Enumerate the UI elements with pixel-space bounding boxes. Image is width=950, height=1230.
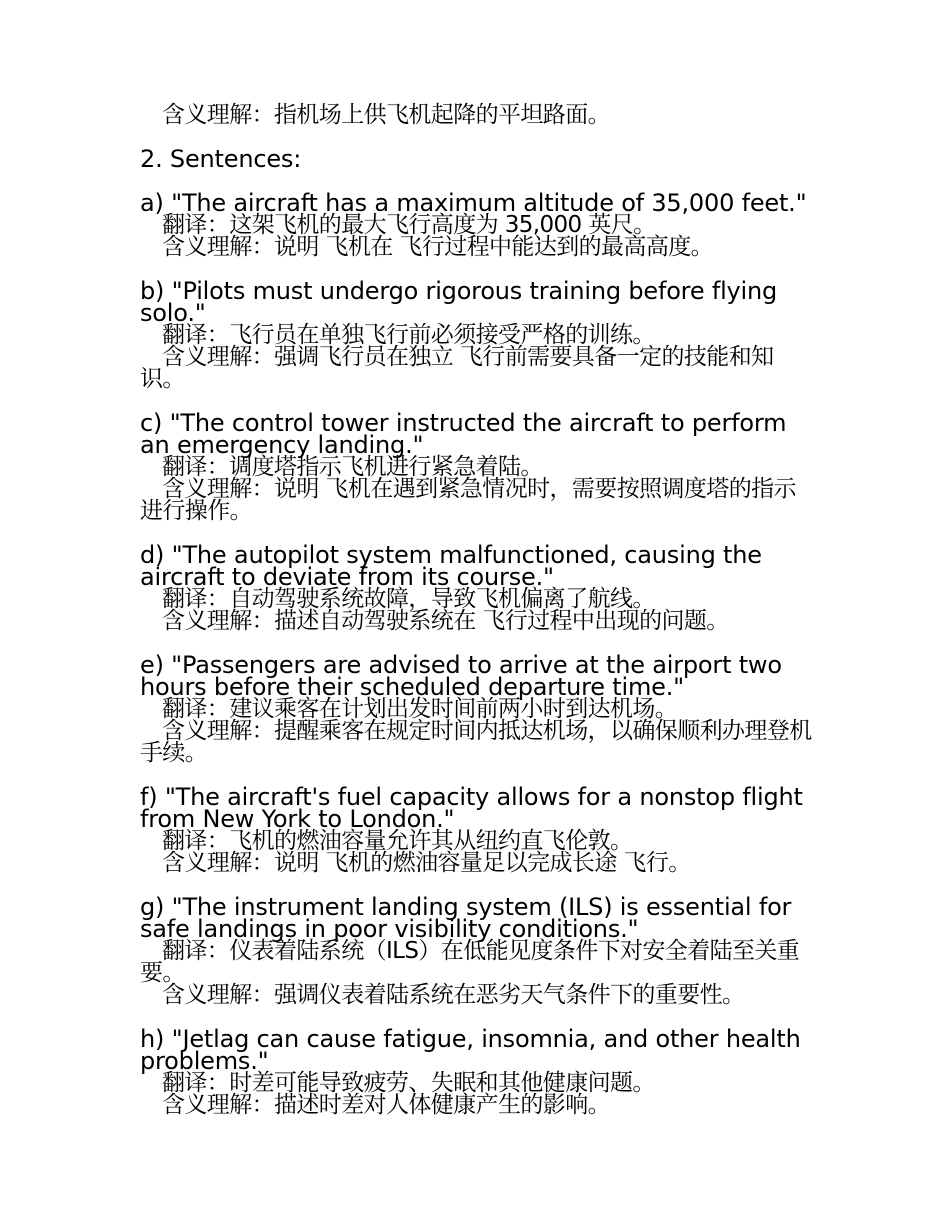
translation-text: 翻译：飞机的燃油容量允许其从纽约直飞伦敦。: [162, 828, 633, 854]
intro-meaning: 含义理解：指机场上供飞机起降的平坦路面。: [162, 102, 611, 128]
meaning-text: [140, 478, 812, 522]
meaning-text: 含义理解：描述自动驾驶系统在 飞行过程中出现的问题。: [162, 608, 729, 634]
translation-text: 翻译：这架飞机的最大飞行高度为 35,000 英尺。: [162, 212, 656, 238]
sentence-text: a) "The aircraft has a maximum altitude of 35,000 feet.": [140, 189, 807, 217]
sentence-text: e) "Passengers are advised to arrive at the airport two hours before their scheduled departure time.": [140, 651, 782, 701]
meaning-text: 含义理解：说明 飞机在 飞行过程中能达到的最高高度。: [162, 234, 714, 260]
meaning-text: [140, 346, 812, 390]
sentence-entry-f: [140, 783, 812, 876]
meaning-text: 含义理解：强调仪表着陆系统在恶劣天气条件下的重要性。: [162, 982, 745, 1008]
sentence-text: d) "The autopilot system malfunctioned, causing the aircraft to deviate from its course.": [140, 541, 762, 591]
meaning-text: [140, 720, 812, 764]
sentence-entry-c: [140, 409, 812, 524]
meaning-span: 含义理解：强调飞行员在独立 飞行前需要具备一定的技能和知识。: [140, 344, 774, 392]
sentence-entry-a: [140, 189, 812, 260]
sentence-entry-d: [140, 541, 812, 634]
sentence-text: g) "The instrument landing system (ILS) is essential for safe landings in poor visibility conditions.": [140, 893, 792, 943]
sentence-entry-g: [140, 893, 812, 1008]
translation-text: 翻译：建议乘客在计划出发时间前两小时到达机场。: [162, 696, 678, 722]
sentence-entry-b: [140, 277, 812, 392]
sentence-entry-e: [140, 651, 812, 766]
translation-text: [140, 940, 812, 984]
translation-text: 翻译：飞行员在单独飞行前必须接受严格的训练。: [162, 322, 655, 348]
translation-span: 翻译：仪表着陆系统（ILS）在低能见度条件下对安全着陆至关重要。: [140, 938, 800, 986]
section-heading: 2. Sentences:: [140, 145, 302, 173]
meaning-text: 含义理解：描述时差对人体健康产生的影响。: [162, 1092, 611, 1118]
translation-text: 翻译：调度塔指示飞机进行紧急着陆。: [162, 454, 543, 480]
meaning-span: 含义理解：说明 飞机在遇到紧急情况时，需要按照调度塔的指示进行操作。: [140, 476, 796, 524]
meaning-span: 含义理解：提醒乘客在规定时间内抵达机场，以确保顺利办理登机手续。: [140, 718, 812, 766]
sentence-text: h) "Jetlag can cause fatigue, insomnia, and other health problems.": [140, 1025, 801, 1075]
sentence-text: b) "Pilots must undergo rigorous training before flying solo.": [140, 277, 778, 327]
sentence-text: c) "The control tower instructed the aircraft to perform an emergency landing.": [140, 409, 787, 459]
translation-text: 翻译：时差可能导致疲劳、失眠和其他健康问题。: [162, 1070, 655, 1096]
sentence-text: f) "The aircraft's fuel capacity allows for a nonstop flight from New York to London.": [140, 783, 803, 833]
meaning-text: 含义理解：说明 飞机的燃油容量足以完成长途 飞行。: [162, 850, 691, 876]
translation-text: 翻译：自动驾驶系统故障，导致飞机偏离了航线。: [162, 586, 655, 612]
sentence-entry-h: [140, 1025, 812, 1118]
document-page: [140, 104, 812, 1138]
